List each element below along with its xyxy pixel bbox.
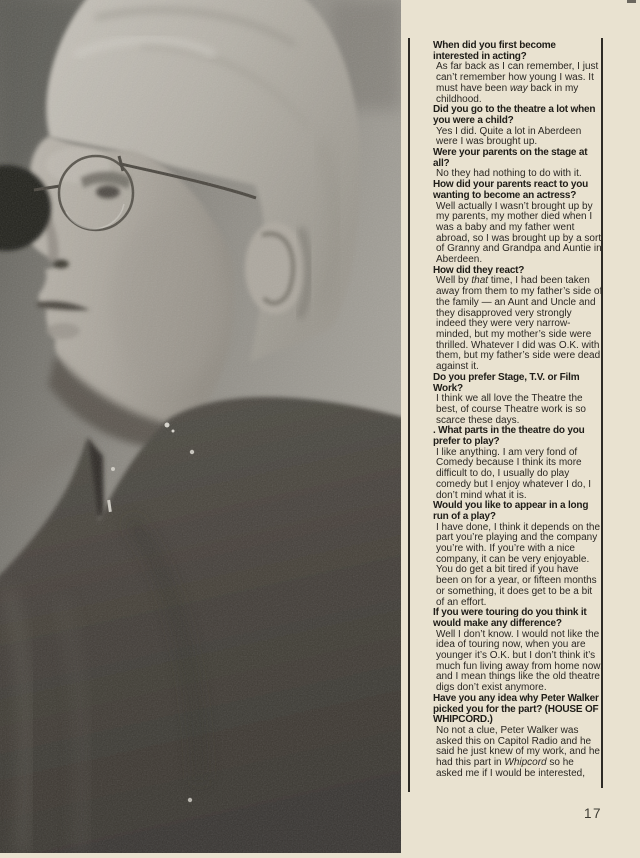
interview-question: Were your parents on the stage at all?	[433, 147, 588, 169]
interview-answer: Well by that time, I had been taken away from them to my father’s side of the family — an Aunt and Uncle and they disapproved very strongly indeed they were very narrow-minded, but my mother’s side were thrilled. Whatever I did was O.K. with them, but my father’s side were dead against it.	[436, 275, 603, 373]
interview-question: When did you first become interested in acting?	[433, 40, 556, 62]
qa-item	[433, 180, 603, 266]
qa-item	[433, 41, 603, 105]
interview-question: Would you like to appear in a long run of a play?	[433, 500, 589, 522]
interview-question: Have you any idea why Peter Walker picked you for the part? (HOUSE OF WHIPCORD.)	[433, 692, 599, 726]
qa-item	[433, 105, 603, 148]
qa-item	[433, 373, 603, 427]
interview-question: How did your parents react to you wanting to become an actress?	[433, 179, 589, 201]
interview-question: If you were touring do you think it would make any difference?	[433, 607, 587, 629]
scan-artifact	[627, 0, 636, 3]
interview-answer: As far back as I can remember, I just can’t remember how young I was. It must have been way back in my childhood.	[436, 61, 599, 105]
interview-answer: Well actually I wasn’t brought up by my parents, my mother died when I was a baby and my father went abroad, so I was brought up by a sort of Granny and Grandpa and Auntie in Aberdeen.	[436, 200, 602, 266]
qa-item	[433, 266, 603, 373]
interview-question: How did they react?	[433, 264, 525, 276]
interview-question: Did you go to the theatre a lot when you were a child?	[433, 104, 596, 126]
qa-item	[433, 501, 603, 608]
page-number: 17	[584, 806, 603, 821]
interview-answer: I like anything. I am very fond of Comedy because I think its more difficult to do, I usually do play comedy but I enjoy whatever I do, I don’t mind what it is.	[436, 446, 592, 501]
interview-answer: No not a clue, Peter Walker was asked this on Capitol Radio and he said he just knew of my work, and he had this part in Whipcord so he asked me if I would be interested,	[436, 725, 600, 779]
interview-answer: No they had nothing to do with it.	[436, 168, 582, 180]
interview-question: Do you prefer Stage, T.V. or Film Work?	[433, 371, 580, 394]
interview-answer: I have done, I think it depends on the part you’re playing and the company you’re with. If you’re with a nice company, it can be very enjoyable. You do get a bit tired if you have been on for a year, or fifteen months or something, it does get to be a bit of an effort.	[436, 521, 601, 608]
interview-question: . What parts in the theatre do you prefer to play?	[433, 425, 585, 448]
qa-item	[433, 148, 603, 180]
interview-answer: I think we all love the Theatre the best, of course Theatre work is so scarce these days.	[436, 393, 586, 426]
interview-answer: Well I don’t know. I would not like the idea of touring now, when you are younger it’s O.K. but I don’t think it’s much fun living away from home now, and I mean things like the old theatre digs don’t exist anymore.	[436, 628, 603, 694]
interview-column	[433, 41, 603, 780]
qa-item	[433, 694, 603, 780]
qa-item	[433, 426, 603, 501]
interview-answer: Yes I did. Quite a lot in Aberdeen were I was brought up.	[436, 125, 582, 148]
qa-item	[433, 608, 603, 694]
column-rule-left	[408, 38, 410, 792]
